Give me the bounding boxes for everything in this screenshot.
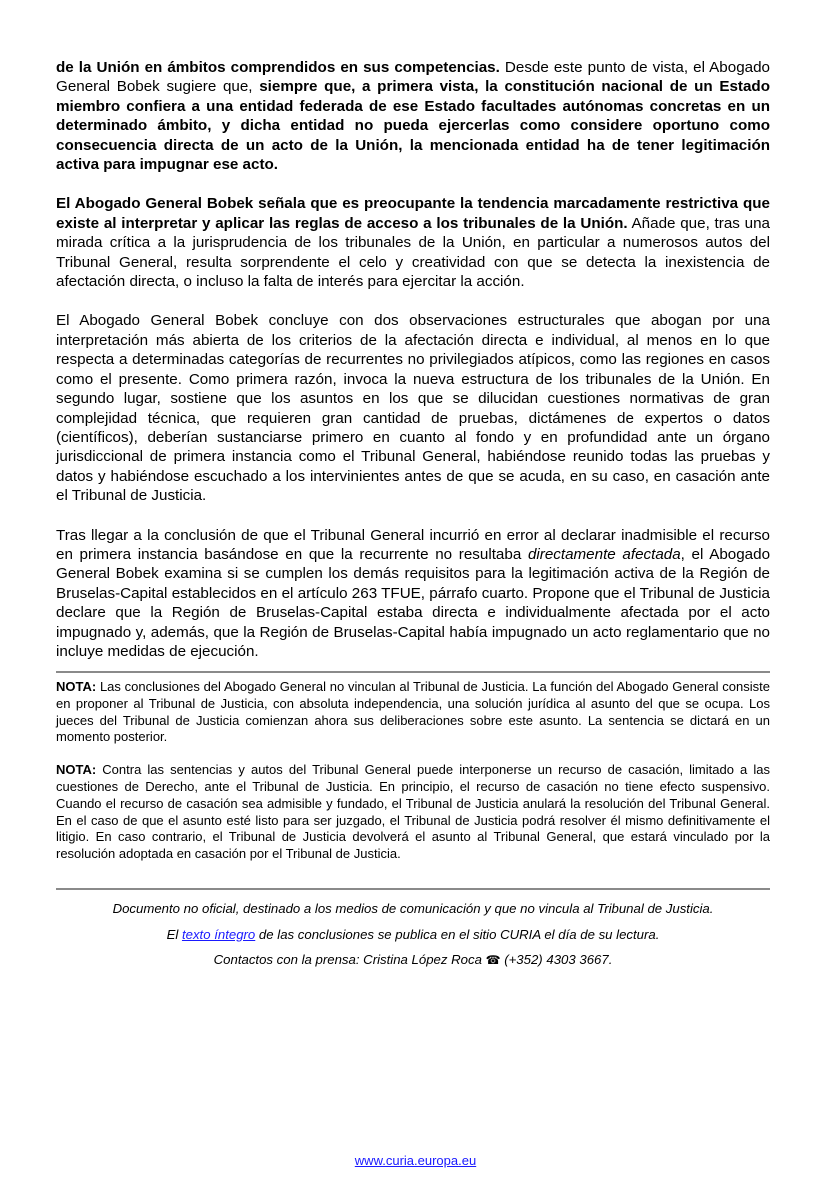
paragraph-4-italic-term: directamente afectada	[527, 545, 681, 563]
note-1-text: Las conclusiones del Abogado General no vinculan al Tribunal de Justicia. La función del Abogado General consiste en proponer al Tribunal de Justicia, con absoluta independencia, una solución jurídica al asunto del que se ocupa. Los jueces del Tribunal de Justicia comienzan ahora sus deliberaciones sobre este asunto. La sentencia se dictará en un momento posterior.	[56, 679, 770, 745]
press-contact-phone: (+352) 4303 3667.	[500, 952, 613, 967]
note-2	[56, 762, 770, 863]
paragraph-1-text: Desde este punto de vista, el Abogado General Bobek sugiere que,	[56, 59, 770, 96]
paragraph-4-text-a: Tras llegar a la conclusión de que el Tribunal General incurrió en error al declarar inadmisible el recurso en primera instancia basándose en que la recurrente no resultaba	[56, 526, 770, 563]
full-text-pre: El	[166, 926, 182, 942]
press-contact	[56, 952, 770, 969]
divider-top	[56, 671, 770, 673]
paragraph-4-text-b: , el Abogado General Bobek examina si se cumplen los demás requisitos para la legitimación activa de la Región de Bruselas-Capital establecidos en el artículo 263 TFUE, párrafo cuarto. Propone que el Tribunal de Justicia declare que la Región de Bruselas-Capital estaba directa e individualmente afectada por el acto impugnado y, además, que la Región de Bruselas-Capital había impugnado un acto reglamentario que no incluye medidas de ejecución.	[56, 545, 771, 660]
paragraph-3	[56, 311, 770, 505]
disclaimer-text: Documento no oficial, destinado a los medios de comunicación y que no vincula al Tribunal de Justicia.	[112, 901, 714, 916]
divider-bottom	[56, 888, 770, 890]
note-2-label: NOTA:	[56, 762, 97, 778]
paragraph-1-bold-proposal: siempre que, a primera vista, la constitución nacional de un Estado miembro confiera a una entidad federada de ese Estado facultades autónomas concretas en un determinado ámbito, y dicha entidad no pueda ejercerlas como considere oportuno como consecuencia directa de un acto de la Unión, la mencionada entidad ha de tener legitimación activa para impugnar ese acto.	[56, 78, 770, 174]
paragraph-2-text: Añade que, tras una mirada crítica a la jurisprudencia de los tribunales de la Unión, en particular a numerosos autos del Tribunal General, resulta sorprendente el celo y creatividad con que se detecta la inexistencia de afectación directa, o incluso la falta de interés para ejercitar la acción.	[56, 214, 770, 291]
paragraph-2-bold-lead: El Abogado General Bobek señala que es preocupante la tendencia marcadamente restrictiva que existe al interpretar y aplicar las reglas de acceso a los tribunales de la Unión.	[56, 195, 770, 232]
paragraph-2	[56, 194, 770, 291]
note-1-label: NOTA:	[56, 679, 97, 694]
note-2-text: Contra las sentencias y autos del Tribunal General puede interponerse un recurso de casación, limitado a las cuestiones de Derecho, ante el Tribunal de Justicia. En principio, el recurso de casación no tiene efecto suspensivo. Cuando el recurso de casación sea admisible y fundado, el Tribunal de Justicia anulará la resolución del Tribunal General. En el caso de que el asunto esté listo para ser juzgado, el Tribunal de Justicia podrá resolver él mismo definitivamente el litigio. En caso contrario, el Tribunal de Justicia devolverá el asunto al Tribunal General, que estará vinculado por la resolución adoptada en casación por el Tribunal de Justicia.	[56, 762, 770, 862]
note-1	[56, 679, 770, 746]
paragraph-1-bold-lead: de la Unión en ámbitos comprendidos en sus competencias.	[56, 59, 500, 76]
telephone-icon: ☎	[485, 953, 501, 967]
full-text-notice	[56, 927, 770, 944]
press-contact-name: Contactos con la prensa: Cristina López Roca	[213, 952, 486, 967]
notes-section	[56, 679, 770, 863]
full-text-link[interactable]: texto íntegro	[181, 926, 256, 942]
full-text-post: de las conclusiones se publica en el sitio CURIA el día de su lectura.	[255, 926, 660, 942]
paragraph-1	[56, 58, 770, 174]
press-release-body	[56, 58, 770, 661]
website-link[interactable]: www.curia.europa.eu	[354, 1153, 477, 1168]
website-footer	[0, 1153, 831, 1168]
paragraph-3-text: El Abogado General Bobek concluye con dos observaciones estructurales que abogan por una interpretación más abierta de los criterios de la afectación directa e individual, al menos en lo que respecta a determinadas categorías de recurrentes no privilegiados atípicos, como las regiones en casos como el presente. Como primera razón, invoca la nueva estructura de los tribunales de la Unión. En segundo lugar, sostiene que los asuntos en los que se dilucidan cuestiones normativas de gran complejidad técnica, que requieren gran cantidad de pruebas, dictámenes de expertos o datos (científicos), deberían sustanciarse primero en cuanto al fondo y en profundidad ante un órgano jurisdiccional de primera instancia como el Tribunal General, habiéndose reunido todas las pruebas y datos y habiéndose escuchado a los intervinientes antes de que se acuda, en su caso, en casación ante el Tribunal de Justicia.	[56, 312, 770, 505]
footer	[56, 901, 770, 978]
paragraph-4	[56, 526, 770, 662]
